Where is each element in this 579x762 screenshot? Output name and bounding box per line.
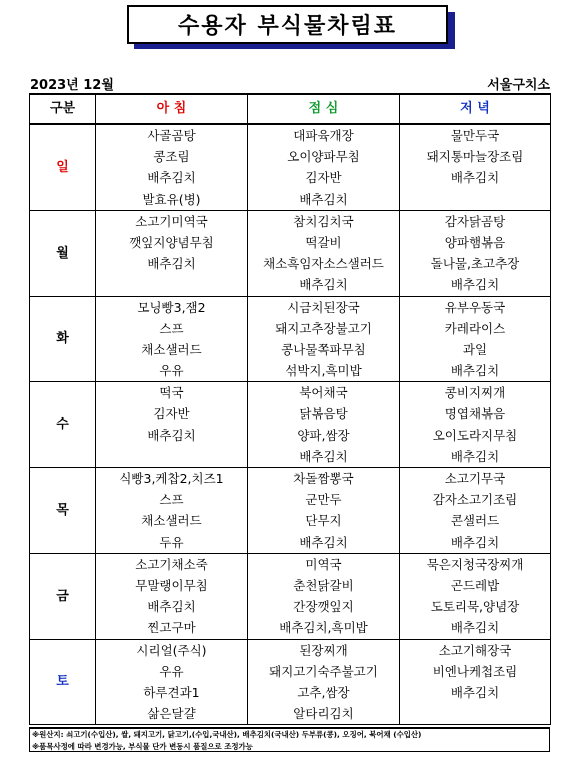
lunch-cell: [248, 553, 400, 639]
header-lunch: 점 심: [248, 94, 400, 124]
breakfast-cell: [96, 210, 248, 296]
breakfast-cell: [96, 382, 248, 468]
day-label: 수: [30, 382, 96, 468]
menu-item: 도토리묵,양념장: [430, 599, 520, 615]
menu-item: 닭볶음탕: [299, 406, 348, 422]
menu-item: [400, 189, 550, 210]
lunch-cell: [248, 382, 400, 468]
menu-item: 떡국: [159, 385, 184, 401]
menu-item: 우유: [159, 363, 184, 379]
menu-item: 북어채국: [299, 385, 348, 401]
menu-item: 명엽채볶음: [444, 406, 506, 422]
lunch-cell: [248, 468, 400, 554]
menu-item: 배추김치: [450, 363, 500, 379]
day-label: 목: [30, 468, 96, 554]
menu-item: 양파,쌈장: [297, 427, 350, 443]
table-row: [30, 124, 551, 210]
change-note: ※품목사정에 따라 변경가능, 부식물 단가 변동시 품질으로 조정가능: [32, 742, 253, 751]
menu-item: 소고기미역국: [135, 213, 208, 229]
menu-item: 김자반: [153, 406, 190, 422]
menu-item: 묵은지청국장찌개: [426, 556, 524, 572]
menu-item: 배추김치: [147, 427, 196, 443]
menu-item: 채소흑임자소스샐러드: [263, 256, 384, 272]
menu-item: 된장찌개: [299, 642, 348, 658]
menu-item: 대파육개장: [293, 128, 354, 143]
menu-item: 스프: [159, 492, 184, 508]
dinner-cell: [400, 124, 551, 210]
menu-item: 돼지고추장불고기: [275, 320, 372, 336]
lunch-cell: [248, 639, 400, 725]
day-label: 월: [30, 210, 96, 296]
menu-item: 오이양파무침: [287, 149, 360, 165]
menu-item: 돼지고기숙주불고기: [269, 663, 378, 679]
dinner-cell: [400, 210, 551, 296]
menu-item: 감자닭곰탕: [444, 213, 506, 229]
lunch-cell: [248, 210, 400, 296]
breakfast-cell: [96, 553, 248, 639]
table-row: [30, 296, 551, 382]
day-label: 금: [30, 553, 96, 639]
menu-item: 배추김치: [299, 191, 348, 207]
header-dinner: 저 녁: [400, 94, 551, 124]
menu-item: 사골곰탕: [147, 128, 196, 143]
notes-box: [29, 727, 550, 752]
menu-item: 군만두: [305, 492, 342, 508]
menu-item: 떡갈비: [305, 234, 342, 250]
dinner-cell: [400, 468, 551, 554]
dinner-cell: [400, 382, 551, 468]
lunch-cell: [248, 296, 400, 382]
menu-item: 콩비지찌개: [444, 385, 506, 401]
day-label: 화: [30, 296, 96, 382]
table-row: [30, 553, 551, 639]
breakfast-cell: [96, 296, 248, 382]
menu-item: 배추김치: [450, 534, 500, 550]
menu-item: 미역국: [305, 556, 342, 572]
menu-item: 양파햄볶음: [444, 234, 506, 250]
menu-table: [29, 93, 551, 725]
menu-item: 채소샐러드: [141, 513, 202, 529]
menu-item: 배추김치: [450, 620, 500, 636]
menu-item: 물만두국: [450, 128, 500, 143]
menu-item: 비엔나케첩조림: [432, 663, 518, 679]
menu-item: 간장깻잎지: [293, 599, 354, 615]
dinner-cell: [400, 553, 551, 639]
menu-item: 오이도라지무침: [432, 427, 518, 443]
menu-item: 단무지: [305, 513, 342, 529]
menu-item: 곤드레밥: [450, 577, 500, 593]
facility-label: 서울구치소: [487, 78, 550, 93]
table-row: [30, 382, 551, 468]
lunch-cell: [248, 124, 400, 210]
day-label: 일: [30, 124, 96, 210]
menu-item: 카레라이스: [444, 320, 506, 336]
menu-item: 배추김치: [147, 170, 196, 186]
menu-item: [400, 703, 550, 724]
menu-item: 배추김치: [299, 277, 348, 293]
menu-item: 우유: [159, 663, 184, 679]
table-row: [30, 468, 551, 554]
menu-item: 찐고구마: [147, 620, 196, 636]
menu-item: 하루견과1: [143, 684, 200, 700]
menu-item: 춘천닭갈비: [293, 577, 354, 593]
menu-item: 스프: [159, 320, 184, 336]
menu-item: 소고기채소죽: [135, 556, 208, 572]
header-row: [30, 94, 551, 124]
menu-item: 시금치된장국: [287, 299, 360, 315]
menu-item: 알타리김치: [293, 706, 354, 722]
table-row: [30, 639, 551, 725]
menu-item: 배추김치,흑미밥: [279, 620, 368, 636]
dinner-cell: [400, 296, 551, 382]
day-label: 토: [30, 639, 96, 725]
menu-item: 유부우동국: [444, 299, 506, 315]
menu-item: 배추김치: [450, 277, 500, 293]
menu-item: 배추김치: [450, 448, 500, 464]
menu-item: 무말랭이무침: [135, 577, 208, 593]
breakfast-cell: [96, 639, 248, 725]
page-title: 수용자 부식물차림표: [127, 5, 448, 44]
menu-item: 김자반: [305, 170, 342, 186]
menu-item: 배추김치: [147, 256, 196, 272]
menu-item: 두유: [159, 534, 184, 550]
menu-item: 삶은달걀: [147, 706, 196, 722]
menu-item: 배추김치: [299, 534, 348, 550]
menu-item: 모닝빵3,잼2: [137, 299, 206, 315]
menu-item: 콘샐러드: [450, 513, 500, 529]
menu-item: 콩조림: [153, 149, 190, 165]
menu-item: 고추,쌈장: [297, 684, 350, 700]
table-row: [30, 210, 551, 296]
menu-item: 배추김치: [299, 448, 348, 464]
menu-item: [96, 446, 247, 467]
menu-item: 소고기해장국: [438, 642, 512, 658]
breakfast-cell: [96, 124, 248, 210]
menu-item: 과일: [462, 341, 488, 357]
menu-item: 배추김치: [450, 170, 500, 186]
menu-item: 배추김치: [450, 684, 500, 700]
menu-item: 돌나물,초고추장: [430, 256, 520, 272]
menu-item: 섞박지,흑미밥: [285, 363, 362, 379]
dinner-cell: [400, 639, 551, 725]
menu-item: 참치김치국: [293, 213, 354, 229]
origin-note: ※원산지: 쇠고기(수입산), 쌀, 돼지고기, 닭고기,(수입,국내산), 배추김치(국내산) 두부류(콩), 오징어, 북어채 (수입산): [32, 730, 422, 739]
menu-item: 배추김치: [147, 599, 196, 615]
menu-item: 콩나물쪽파무침: [281, 341, 366, 357]
breakfast-cell: [96, 468, 248, 554]
title-block: [127, 5, 455, 49]
menu-item: 채소샐러드: [141, 341, 202, 357]
header-gubun: 구분: [30, 94, 96, 124]
menu-item: 시리얼(주식): [136, 642, 207, 658]
header-breakfast: 아 침: [96, 94, 248, 124]
menu-item: 감자소고기조림: [432, 492, 518, 508]
menu-item: 깻잎지양념무침: [129, 234, 214, 250]
menu-item: 소고기무국: [444, 471, 506, 486]
menu-item: 식빵3,케찹2,치즈1: [119, 471, 224, 486]
menu-item: 발효유(병): [142, 191, 201, 207]
menu-item: 차돌짬뽕국: [293, 471, 354, 486]
menu-item: 돼지통마늘장조림: [426, 149, 524, 165]
menu-item: [96, 274, 247, 295]
month-label: 2023년 12월: [30, 78, 114, 93]
